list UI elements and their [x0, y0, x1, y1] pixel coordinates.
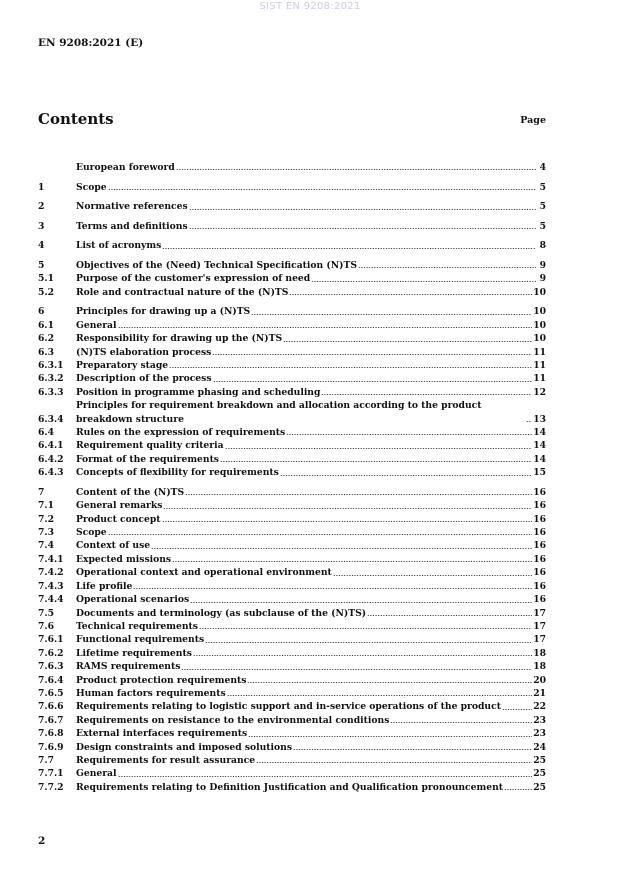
toc-entry-number: 6.4.1 [38, 440, 64, 452]
toc-entry[interactable] [38, 220, 546, 233]
toc-entry[interactable] [38, 399, 546, 426]
toc-entry-number: 7.4.3 [38, 580, 64, 592]
toc-entry-number: 6.2 [38, 333, 54, 345]
toc-entry-title: Requirements on resistance to the environmental conditions [76, 714, 390, 726]
dot-leader [504, 783, 532, 791]
dot-leader [181, 663, 532, 671]
toc-entry-page: 10 [533, 333, 546, 345]
dot-leader [199, 622, 532, 630]
toc-entry[interactable] [38, 372, 546, 385]
toc-entry-page: 14 [533, 427, 546, 439]
toc-entry[interactable] [38, 386, 546, 399]
dot-leader [212, 348, 532, 356]
toc-entry[interactable] [38, 286, 546, 299]
dot-leader [358, 261, 536, 269]
toc-entry-title: Format of the requirements [76, 453, 219, 465]
toc-entry-title: Life profile [76, 580, 133, 592]
toc-entry[interactable] [38, 593, 546, 606]
toc-entry[interactable] [38, 161, 546, 174]
toc-entry-number: 7.6.8 [38, 728, 64, 740]
dot-leader [118, 770, 533, 778]
toc-entry-page: 16 [533, 553, 546, 565]
toc-entry[interactable] [38, 200, 546, 213]
toc-entry-number: 6.3.3 [38, 386, 64, 398]
toc-entry-number: 7.5 [38, 607, 54, 619]
dot-leader [289, 288, 532, 296]
toc-entry-number: 7.2 [38, 513, 54, 525]
dot-leader [227, 689, 533, 697]
toc-entry-number: 7.1 [38, 500, 54, 512]
dot-leader [133, 582, 532, 590]
toc-entry-number: 6 [38, 306, 45, 318]
toc-entry-number: 3 [38, 220, 45, 232]
toc-entry-number: 7.6.1 [38, 634, 64, 646]
toc-entry-page: 17 [533, 607, 546, 619]
toc-entry-page: 25 [533, 781, 546, 793]
toc-entry-page: 22 [533, 701, 546, 713]
toc-entry-title: Design constraints and imposed solutions [76, 741, 293, 753]
dot-leader [176, 163, 536, 171]
toc-entry-title: Operational context and operational environment [76, 567, 332, 579]
toc-entry-page: 17 [533, 620, 546, 632]
toc-entry-page: 16 [533, 486, 546, 498]
toc-entry[interactable] [38, 660, 546, 673]
toc-entry-title: (N)TS elaboration process [76, 346, 212, 358]
toc-entry-page: 5 [539, 201, 546, 213]
toc-entry-number: 6.1 [38, 319, 54, 331]
dot-leader [193, 649, 532, 657]
dot-leader [280, 469, 532, 477]
toc-entry-title: General [76, 319, 117, 331]
toc-entry-title: Rules on the expression of requirements [76, 427, 286, 439]
toc-entry[interactable] [38, 453, 546, 466]
toc-entry-page: 15 [533, 467, 546, 479]
toc-entry-title: Position in programme phasing and scheduling [76, 386, 321, 398]
dot-leader [190, 596, 532, 604]
dot-leader [293, 743, 532, 751]
toc-entry-page: 12 [533, 386, 546, 398]
contents-title: Contents [38, 110, 114, 128]
dot-leader [205, 636, 532, 644]
toc-entry[interactable] [38, 486, 546, 499]
toc-entry-page: 16 [533, 580, 546, 592]
toc-entry-number: 7.7 [38, 754, 54, 766]
toc-entry-page: 4 [539, 162, 546, 173]
toc-entry[interactable] [38, 332, 546, 345]
toc-entry-title: Documents and terminology (as subclause of the (N)TS) [76, 607, 367, 619]
toc-entry-page: 9 [539, 259, 546, 271]
toc-entry-title: Product concept [76, 513, 161, 525]
toc-entry-page: 16 [533, 567, 546, 579]
dot-leader [108, 528, 533, 536]
dot-leader [248, 730, 532, 738]
toc-entry[interactable] [38, 754, 546, 767]
toc-entry-title: Expected missions [76, 553, 172, 565]
toc-entry-title: Description of the process [76, 373, 212, 385]
toc-entry-title: Human factors requirements [76, 687, 226, 699]
toc-entry-title: Requirement quality criteria [76, 440, 224, 452]
toc-entry-number: 6.3.1 [38, 360, 64, 371]
dot-leader [172, 555, 532, 563]
toc-entry-number: 7.4.4 [38, 594, 64, 606]
toc-entry-page: 10 [533, 286, 546, 298]
toc-entry[interactable] [38, 526, 546, 539]
toc-entry[interactable] [38, 633, 546, 646]
dot-leader [311, 275, 536, 283]
toc-entry-page: 25 [533, 754, 546, 766]
toc-entry-title: Lifetime requirements [76, 647, 192, 659]
toc-entry-number: 6.4 [38, 427, 54, 439]
toc-entry-title: Preparatory stage [76, 360, 169, 371]
dot-leader [526, 415, 532, 423]
document-id: EN 9208:2021 (E) [38, 37, 144, 49]
toc-entry[interactable] [38, 741, 546, 754]
toc-entry[interactable] [38, 272, 546, 285]
toc-entry-number: 7.3 [38, 527, 54, 539]
toc-entry-page: 5 [539, 181, 546, 193]
toc-entry-page: 16 [533, 527, 546, 539]
toc-entry[interactable] [38, 714, 546, 727]
toc-entry-title: Normative references [76, 201, 188, 213]
toc-entry-number: 7.7.1 [38, 768, 64, 780]
toc-entry-title: RAMS requirements [76, 661, 181, 673]
toc-entry-title: Purpose of the customer's expression of need [76, 273, 311, 285]
toc-entry-title: Product protection requirements [76, 674, 247, 686]
page-number: 2 [38, 835, 46, 847]
dot-leader [283, 335, 532, 343]
toc-entry-number: 7.6.4 [38, 674, 64, 686]
toc-entry[interactable] [38, 466, 546, 479]
toc-entry-page: 14 [533, 440, 546, 452]
toc-entry[interactable] [38, 580, 546, 593]
toc-entry-title: Terms and definitions [76, 220, 188, 232]
toc-entry-page: 9 [539, 273, 546, 285]
toc-entry-page: 16 [533, 540, 546, 552]
toc-entry[interactable] [38, 513, 546, 526]
toc-entry-number: 7.6.7 [38, 714, 64, 726]
toc-entry-number: 7.6.6 [38, 701, 64, 713]
dot-leader [220, 455, 532, 463]
toc-entry-number: 1 [38, 181, 45, 193]
dot-leader [321, 388, 532, 396]
toc-entry[interactable] [38, 305, 546, 318]
toc-entry-title: Principles for requirement breakdown and allocation according to the product breakdown structure [76, 400, 482, 425]
dot-leader [162, 515, 533, 523]
toc-entry-page: 23 [533, 728, 546, 740]
toc-entry-number: 7.6.3 [38, 661, 64, 673]
dot-leader [189, 203, 536, 211]
toc-entry-page: 21 [533, 687, 546, 699]
toc-entry-title: Functional requirements [76, 634, 205, 646]
watermark: SIST EN 9208:2021 [259, 1, 361, 12]
toc-entry-title: Objectives of the (Need) Technical Specification (N)TS [76, 259, 357, 271]
toc-entry-number: 4 [38, 240, 45, 252]
toc-entry-title: List of acronyms [76, 240, 162, 252]
toc-entry[interactable] [38, 499, 546, 512]
toc-entry[interactable] [38, 674, 546, 687]
dot-leader [213, 375, 533, 383]
toc-entry-page: 8 [539, 240, 546, 252]
toc-entry-number: 7.4.2 [38, 567, 64, 579]
toc-entry-page: 16 [533, 594, 546, 606]
toc-entry-number: 7.6.5 [38, 687, 64, 699]
dot-leader [251, 308, 532, 316]
toc-entry-page: 14 [533, 453, 546, 465]
toc-entry-title: Concepts of flexibility for requirements [76, 467, 279, 479]
dot-leader [367, 609, 532, 617]
toc-entry[interactable] [38, 239, 546, 252]
dot-leader [256, 756, 532, 764]
toc-entry[interactable] [38, 181, 546, 194]
page-column-label: Page [520, 115, 546, 126]
toc-entry-page: 11 [533, 373, 546, 385]
toc-entry-title: Context of use [76, 540, 151, 552]
dot-leader [162, 242, 536, 250]
toc-entry-number: 6.3.4 [38, 413, 64, 425]
toc-entry[interactable] [38, 359, 546, 372]
toc-entry-title: Requirements relating to Definition Justification and Qualification pronouncement [76, 781, 503, 793]
toc-entry-number: 6.4.3 [38, 467, 64, 479]
toc-entry-number: 5 [38, 259, 45, 271]
toc-entry-title: General remarks [76, 500, 163, 512]
toc-entry-page: 25 [533, 768, 546, 780]
dot-leader [333, 569, 532, 577]
toc-entry-page: 10 [533, 306, 546, 318]
toc-entry-number: 7.7.2 [38, 781, 64, 793]
toc-entry-page: 23 [533, 714, 546, 726]
toc-entry-title: External interfaces requirements [76, 728, 248, 740]
toc-entry[interactable] [38, 566, 546, 579]
toc-entry-title: Content of the (N)TS [76, 486, 185, 498]
toc-entry-title: Requirements relating to logistic support and in-service operations of the product [76, 701, 501, 713]
toc-entry[interactable] [38, 439, 546, 452]
toc-entry-title: European foreword [76, 162, 175, 173]
toc-entry[interactable] [38, 607, 546, 620]
toc-entry-number: 6.4.2 [38, 453, 64, 465]
toc-entry[interactable] [38, 700, 546, 713]
toc-entry-page: 11 [533, 346, 546, 358]
dot-leader [118, 321, 533, 329]
toc-entry-title: Scope [76, 527, 107, 539]
toc-entry-number: 6.3 [38, 346, 54, 358]
toc-entry[interactable] [38, 767, 546, 780]
dot-leader [163, 502, 532, 510]
dot-leader [502, 703, 532, 711]
toc-entry[interactable] [38, 259, 546, 272]
dot-leader [151, 542, 532, 550]
toc-entry-title: Technical requirements [76, 620, 198, 632]
toc-entry[interactable] [38, 727, 546, 740]
dot-leader [286, 428, 532, 436]
dot-leader [185, 488, 532, 496]
toc-entry[interactable] [38, 781, 546, 794]
table-of-contents [38, 161, 546, 794]
toc-entry-number: 7.6.9 [38, 741, 64, 753]
toc-entry-number: 7.6 [38, 620, 54, 632]
toc-entry-page: 18 [533, 661, 546, 673]
toc-entry-page: 10 [533, 319, 546, 331]
toc-entry-page: 13 [533, 413, 546, 425]
toc-entry[interactable] [38, 647, 546, 660]
toc-entry-page: 17 [533, 634, 546, 646]
dot-leader [169, 361, 532, 369]
toc-entry-page: 16 [533, 513, 546, 525]
dot-leader [108, 183, 536, 191]
dot-leader [189, 222, 536, 230]
toc-entry-page: 24 [533, 741, 546, 753]
dot-leader [390, 716, 532, 724]
toc-entry-number: 5.1 [38, 273, 54, 285]
toc-entry-page: 20 [533, 674, 546, 686]
toc-entry-title: Requirements for result assurance [76, 754, 256, 766]
toc-entry-number: 7.4 [38, 540, 54, 552]
toc-entry[interactable] [38, 687, 546, 700]
toc-entry-number: 5.2 [38, 286, 54, 298]
toc-entry[interactable] [38, 553, 546, 566]
toc-entry-title: Role and contractual nature of the (N)TS [76, 286, 289, 298]
dot-leader [247, 676, 532, 684]
toc-entry-number: 7.4.1 [38, 553, 64, 565]
toc-entry[interactable] [38, 539, 546, 552]
toc-entry-number: 7 [38, 486, 45, 498]
toc-entry-title: General [76, 768, 117, 780]
toc-entry-number: 2 [38, 201, 45, 213]
toc-entry-title: Principles for drawing up a (N)TS [76, 306, 251, 318]
toc-entry[interactable] [38, 346, 546, 359]
toc-entry[interactable] [38, 426, 546, 439]
toc-entry-page: 11 [533, 360, 546, 371]
toc-entry-title: Scope [76, 181, 107, 193]
toc-entry[interactable] [38, 620, 546, 633]
toc-entry-page: 16 [533, 500, 546, 512]
toc-entry-page: 18 [533, 647, 546, 659]
toc-entry[interactable] [38, 319, 546, 332]
toc-entry-title: Responsibility for drawing up the (N)TS [76, 333, 283, 345]
toc-entry-number: 6.3.2 [38, 373, 64, 385]
dot-leader [225, 442, 533, 450]
toc-entry-page: 5 [539, 220, 546, 232]
toc-entry-number: 7.6.2 [38, 647, 64, 659]
toc-entry-title: Operational scenarios [76, 594, 190, 606]
